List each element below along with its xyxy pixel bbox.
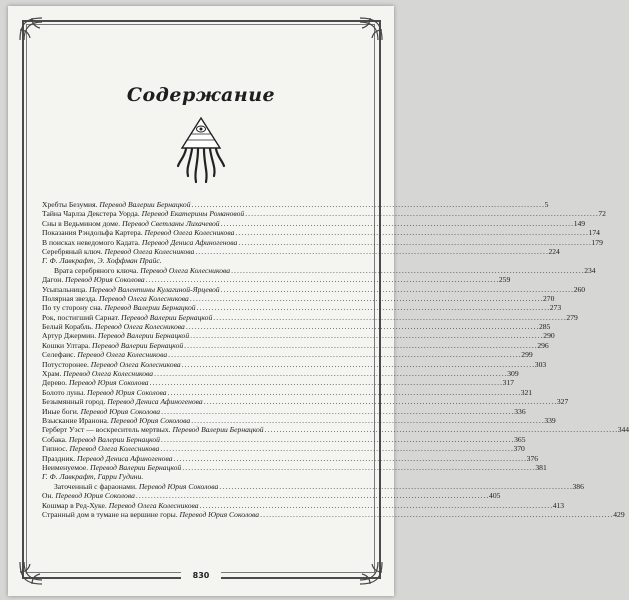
toc-leader-dots: [136, 491, 488, 500]
toc-leader-dots: [182, 360, 534, 369]
toc-entry-translator: Перевод Олега Колесникова: [94, 322, 185, 332]
toc-entry-title: Артур Джермин.: [42, 331, 97, 341]
toc-entry-text: [42, 491, 135, 500]
toc-entry-page: 279: [566, 312, 578, 322]
toc-entry-page: 381: [535, 462, 547, 472]
toc-entry-translator: Перевод Олега Колесникова: [140, 265, 231, 275]
page-number: 830: [181, 570, 221, 581]
toc-entry-translator: Перевод Олега Колесникова: [99, 293, 189, 303]
toc-entry-page: 5: [544, 200, 549, 209]
toc-entry-page: 290: [543, 331, 555, 341]
toc-entry: [42, 340, 549, 350]
toc-entry-text: [42, 294, 189, 303]
toc-entry-translator: Перевод Олега Колесникова: [108, 500, 199, 510]
toc-entry-title: Дерево.: [42, 378, 68, 388]
toc-entry-page: 174: [588, 228, 600, 238]
toc-leader-dots: [184, 341, 536, 350]
toc-entry: [42, 331, 555, 341]
toc-entry-text: [42, 501, 199, 510]
toc-entry: [42, 434, 526, 444]
toc-entry-title: Герберт Уэст — воскреситель мертвых.: [42, 425, 171, 435]
toc-entry-page: 179: [591, 237, 603, 247]
toc-entry: [42, 444, 525, 454]
toc-entry: [42, 209, 606, 219]
toc-entry-text: [42, 247, 194, 256]
toc-entry-text: [42, 444, 159, 453]
toc-entry-translator: Перевод Юрия Соколова: [55, 491, 135, 501]
toc-entry-text: [42, 360, 181, 369]
toc-leader-dots: [186, 322, 538, 331]
toc-leader-dots: [197, 303, 549, 312]
corner-ornament-bottom-right: [344, 560, 384, 586]
toc-leader-dots: [190, 294, 542, 303]
toc-entry-text: [42, 388, 167, 397]
toc-entry-page: 309: [507, 369, 519, 379]
toc-entry-title: Кошмар в Ред-Хуке.: [42, 500, 107, 510]
toc-entry-translator: Перевод Олега Колесникова: [63, 369, 154, 379]
toc-leader-dots: [235, 228, 587, 237]
toc-leader-dots: [260, 510, 612, 519]
toc-entry-text: [42, 313, 212, 322]
toc-entry-text: [54, 266, 230, 275]
toc-entry-translator: Перевод Дениса Афиногенова: [77, 453, 173, 463]
toc-entry: [42, 406, 526, 416]
toc-entry-title: Серебряный ключ.: [42, 246, 103, 256]
toc-leader-dots: [238, 238, 590, 247]
toc-leader-dots: [213, 313, 565, 322]
toc-entry-translator: Перевод Олега Колесникова: [144, 228, 235, 238]
toc-entry-title: Иные боги.: [42, 406, 79, 416]
toc-leader-dots: [195, 247, 547, 256]
toc-entry-translator: Перевод Валерии Бернацкой: [90, 462, 182, 472]
toc-entry: [42, 359, 547, 369]
corner-ornament-bottom-left: [18, 560, 58, 586]
toc-leader-dots: [160, 444, 512, 453]
toc-entry-translator: Перевод Валерии Бернацкой: [121, 312, 213, 322]
toc-entry-title: Болото луны.: [42, 387, 86, 397]
toc-leader-dots: [219, 482, 571, 491]
toc-entry-title: По ту сторону сна.: [42, 303, 103, 313]
toc-entry-translator: Перевод Юрия Соколова: [68, 378, 149, 388]
toc-entry-title: Взыскание Иранона.: [42, 415, 109, 425]
toc-entry-text: [42, 463, 181, 472]
toc-entry-translator: Перевод Валерии Бернацкой: [68, 434, 160, 444]
toc-entry-title: Неименуемое.: [42, 462, 89, 472]
toc-entry-page: 429: [613, 509, 625, 519]
toc-entry-page: 376: [526, 453, 539, 463]
toc-entry-text: [42, 275, 145, 284]
toc-entry-page: 296: [537, 340, 549, 350]
toc-leader-dots: [231, 266, 583, 275]
toc-entry-translator: Перевод Юрия Соколова: [65, 275, 145, 285]
toc-entry-title: Тайна Чарлза Декстера Уорда.: [42, 209, 140, 219]
page-title: Содержание: [126, 84, 276, 106]
toc-entry-text: [54, 482, 218, 491]
toc-entry-translator: Перевод Юрия Соколова: [87, 387, 167, 397]
table-of-contents: [42, 200, 629, 519]
toc-entry-text: [42, 285, 220, 294]
toc-entry-page: 234: [584, 265, 596, 275]
toc-entry: [42, 218, 586, 228]
toc-entry: [42, 293, 555, 303]
toc-entry-page: 149: [573, 218, 586, 228]
toc-entry-page: 413: [552, 500, 565, 510]
toc-entry-page: 339: [544, 415, 556, 425]
toc-entry-title: Странный дом в тумане на вершине горы.: [42, 509, 178, 519]
toc-entry-text: [42, 407, 160, 416]
toc-entry-title: Кошки Ултара.: [42, 340, 91, 350]
toc-entry-text: [42, 510, 259, 519]
toc-entry: [42, 322, 551, 332]
toc-entry-translator: Перевод Дениса Афиногенова: [141, 237, 238, 247]
toc-entry: [42, 378, 515, 388]
toc-entry-title: Потусторонее.: [42, 359, 89, 369]
toc-entry-translator: Перевод Олега Колесникова: [77, 350, 168, 360]
toc-leader-dots: [204, 397, 556, 406]
toc-leader-dots: [146, 275, 498, 284]
toc-entry: [42, 312, 578, 322]
toc-entry-title: Собака.: [42, 434, 67, 444]
toc-leader-dots: [200, 501, 552, 510]
toc-entry-text: [42, 378, 149, 387]
toc-entry-title: Храм.: [42, 369, 62, 379]
toc-entry-text: [42, 331, 189, 340]
toc-entry: [42, 481, 584, 491]
toc-entry: [42, 397, 569, 407]
toc-leader-dots: [168, 350, 520, 359]
toc-entry-title: Праздник.: [42, 453, 76, 463]
toc-leader-dots: [161, 407, 513, 416]
toc-entry-page: 270: [542, 293, 555, 303]
toc-entry-translator: Перевод Валентины Кулагиной-Ярцевой: [89, 284, 220, 294]
toc-entry: [42, 350, 533, 360]
toc-entry-title: Дагон.: [42, 275, 64, 285]
toc-entry: [42, 415, 556, 425]
toc-entry: [42, 275, 511, 285]
toc-entry: [42, 387, 533, 397]
toc-entry-text: [42, 435, 160, 444]
toc-author-line: Г. Ф. Лавкрафт, Э. Хоффман Прайс.: [42, 256, 162, 266]
toc-entry: [42, 462, 547, 472]
toc-entry-page: 285: [538, 322, 551, 332]
toc-entry-title: Белый Корабль.: [42, 322, 94, 332]
toc-entry-text: [42, 303, 196, 312]
toc-entry-title: Показания Рэндольфа Картера.: [42, 228, 143, 238]
toc-entry: [42, 369, 519, 379]
toc-leader-dots: [161, 435, 513, 444]
toc-entry: [42, 500, 565, 510]
toc-entry-text: [42, 238, 237, 247]
corner-ornament-top-left: [18, 16, 58, 42]
toc-leader-dots: [168, 388, 520, 397]
toc-entry-translator: Перевод Валерии Бернацкой: [172, 425, 264, 435]
toc-entry-translator: Перевод Валерии Бернацкой: [98, 331, 190, 341]
toc-entry-translator: Перевод Юрия Соколова: [179, 509, 260, 519]
toc-entry: [42, 453, 539, 463]
toc-entry: [42, 200, 549, 209]
toc-entry-translator: Перевод Валерии Бернацкой: [99, 200, 191, 209]
toc-entry-title: Селефаис.: [42, 350, 76, 360]
toc-entry-translator: Перевод Юрия Соколова: [80, 406, 161, 416]
toc-leader-dots: [245, 209, 597, 218]
toc-entry-page: 370: [513, 444, 525, 454]
toc-entry-translator: Перевод Екатерины Романовой: [141, 209, 245, 219]
toc-entry-page: 386: [572, 481, 584, 491]
toc-entry-text: [42, 369, 153, 378]
toc-leader-dots: [221, 219, 573, 228]
toc-entry-page: 224: [548, 246, 560, 256]
toc-entry: [42, 265, 596, 275]
toc-entry-text: [42, 341, 183, 350]
toc-entry: [42, 509, 625, 519]
toc-entry-text: [42, 454, 173, 463]
toc-entry-page: 317: [502, 378, 515, 388]
toc-entry-translator: Перевод Олега Колесникова: [90, 359, 181, 369]
toc-entry-text: [42, 200, 191, 209]
corner-ornament-top-right: [344, 16, 384, 42]
toc-leader-dots: [192, 200, 544, 209]
toc-entry-text: [42, 209, 244, 218]
toc-entry-translator: Перевод Юрия Соколова: [110, 415, 191, 425]
toc-entry-text: [42, 322, 185, 331]
toc-entry-page: 259: [498, 275, 511, 285]
toc-entry-title: Он.: [42, 491, 54, 501]
toc-entry-title: Гипнос.: [42, 444, 68, 454]
pyramid-tentacle-emblem-icon: [176, 116, 226, 184]
toc-entry: [42, 246, 560, 256]
toc-entry-translator: Перевод Валерии Бернацкой: [92, 340, 184, 350]
toc-entry-text: [42, 228, 234, 237]
toc-entry: [42, 284, 586, 294]
toc-leader-dots: [154, 369, 506, 378]
toc-entry: [42, 228, 600, 238]
toc-entry-page: 405: [489, 491, 501, 501]
toc-entry-translator: Перевод Олега Колесникова: [69, 444, 160, 454]
toc-leader-dots: [191, 416, 543, 425]
toc-entry-title: Хребты Безумия.: [42, 200, 98, 209]
toc-entry-title: Врата серебряного ключа.: [54, 265, 139, 275]
toc-entry-page: 321: [520, 387, 533, 397]
toc-entry-translator: Перевод Валерии Бернацкой: [104, 303, 196, 313]
toc-leader-dots: [190, 331, 542, 340]
toc-entry-page: 260: [573, 284, 586, 294]
book-page: [8, 6, 629, 596]
toc-leader-dots: [265, 425, 617, 434]
toc-entry-title: В поисках неведомого Кадата.: [42, 237, 140, 247]
toc-entry-page: 273: [549, 303, 562, 313]
toc-entry-text: [42, 425, 264, 434]
toc-entry-title: Рок, постигший Сарнат.: [42, 312, 120, 322]
toc-entry-page: 72: [598, 209, 606, 219]
toc-entry: [42, 303, 562, 313]
toc-entry-title: Усыпальница.: [42, 284, 88, 294]
toc-author-line: Г. Ф. Лавкрафт, Гарри Гудини.: [42, 472, 144, 482]
toc-entry-page: 365: [514, 434, 526, 444]
toc-leader-dots: [221, 285, 573, 294]
toc-entry-page: 299: [521, 350, 533, 360]
toc-entry-page: 303: [534, 359, 547, 369]
toc-entry-text: [42, 397, 203, 406]
toc-entry-title: Заточенный с фараонами.: [54, 481, 137, 491]
toc-leader-dots: [174, 454, 526, 463]
toc-entry-title: Полярная звезда.: [42, 293, 98, 303]
toc-entry-page: 327: [556, 397, 569, 407]
toc-leader-dots: [150, 378, 502, 387]
toc-entry-title: Сны в Ведьмином доме.: [42, 218, 121, 228]
toc-entry-translator: Перевод Юрия Соколова: [138, 481, 219, 491]
toc-entry-text: [42, 350, 167, 359]
toc-entry-page: 336: [514, 406, 526, 416]
toc-entry-text: [42, 219, 220, 228]
toc-entry: [42, 237, 603, 247]
toc-entry-page: 344: [617, 425, 629, 435]
toc-entry-text: [42, 416, 190, 425]
toc-leader-dots: [182, 463, 534, 472]
toc-entry-translator: Перевод Дениса Афиногенова: [107, 397, 203, 407]
toc-entry-translator: Перевод Светланы Лихачевой: [122, 218, 220, 228]
toc-entry-translator: Перевод Олега Колесникова: [104, 246, 195, 256]
toc-entry: [42, 425, 629, 435]
toc-entry: [42, 491, 501, 501]
toc-entry-title: Безымянный город.: [42, 397, 106, 407]
